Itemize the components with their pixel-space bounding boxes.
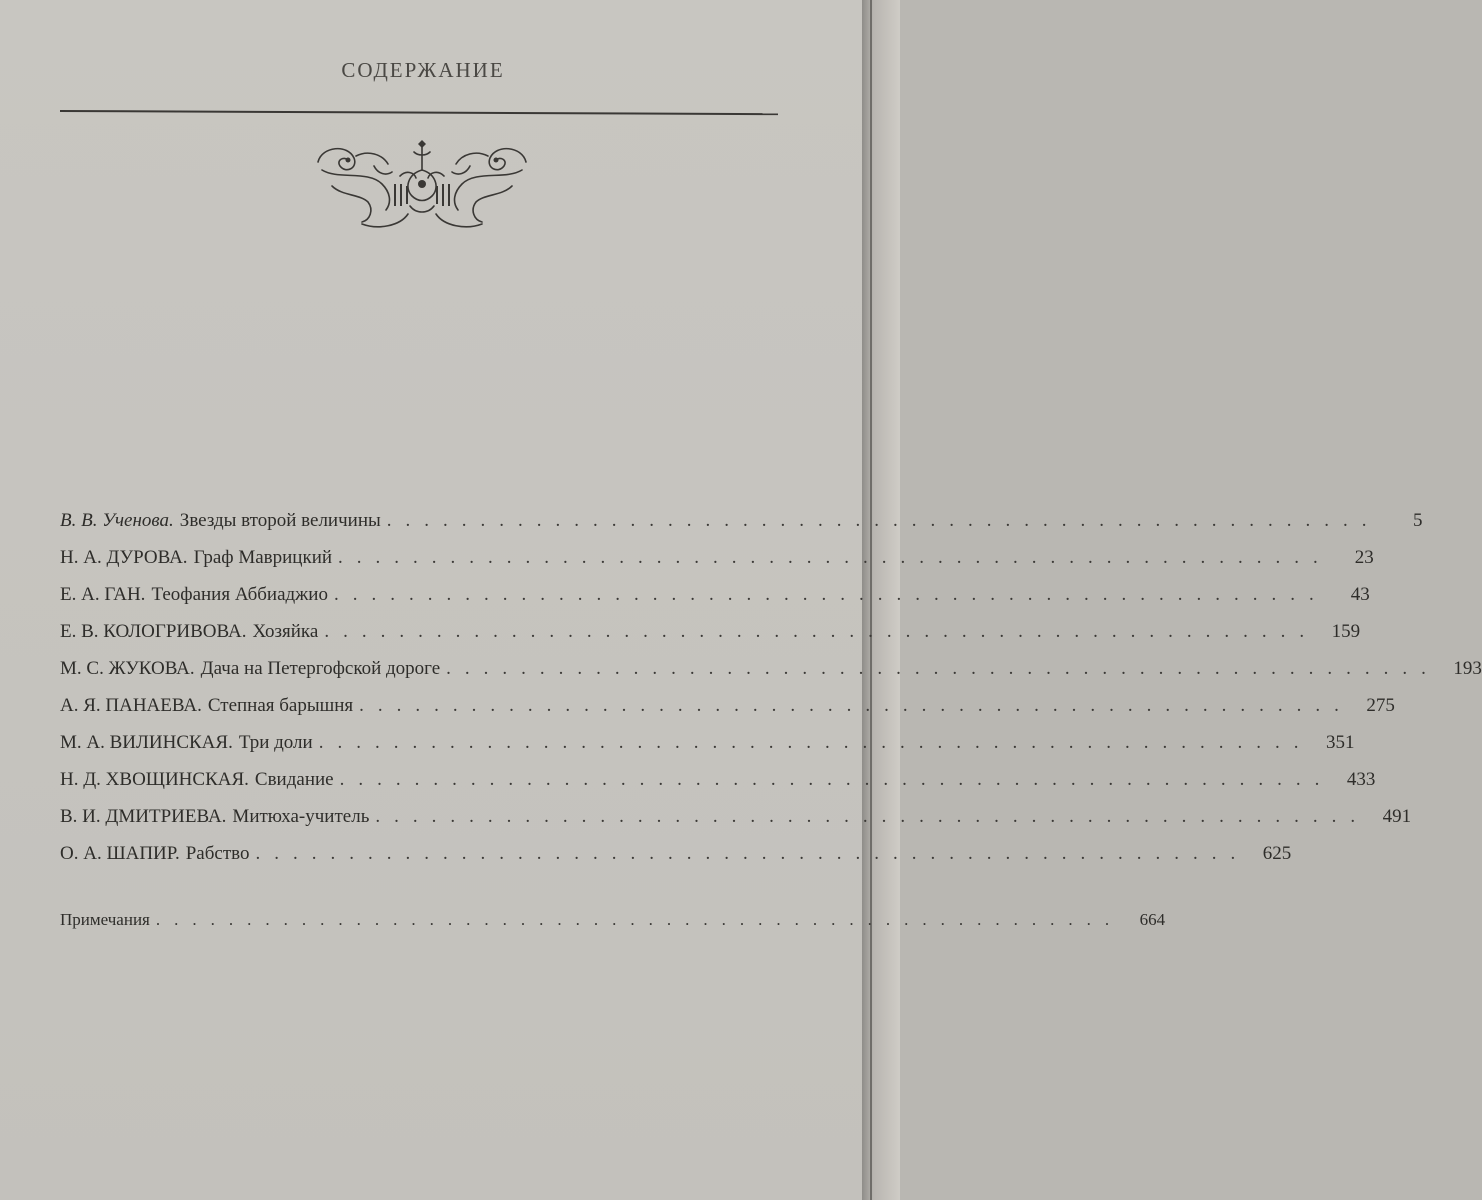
toc-entry[interactable]	[60, 621, 1361, 658]
toc-entry[interactable]	[60, 732, 1355, 769]
leader-dots: .....................................................	[324, 621, 1319, 642]
entry-author: М. А. ВИЛИНСКАЯ.	[60, 732, 233, 753]
entry-title: Звезды второй величины	[179, 510, 381, 531]
leader-dots: .....................................................	[338, 547, 1332, 568]
entry-title: Рабство	[185, 843, 250, 864]
entry-page: 23	[1354, 547, 1374, 568]
entry-title: Митюха-учитель	[232, 806, 370, 827]
entry-author: В. И. ДМИТРИЕВА.	[60, 806, 227, 827]
entry-page: 159	[1331, 621, 1361, 642]
entry-author: Н. Д. ХВОЩИНСКАЯ.	[60, 769, 249, 790]
toc-entry-notes[interactable]	[60, 910, 1166, 947]
entry-title: Три доли	[238, 732, 313, 753]
entry-page: 491	[1382, 806, 1412, 827]
entry-author: М. С. ЖУКОВА.	[60, 658, 195, 679]
toc-entry[interactable]	[60, 658, 1482, 695]
leader-dots: .....................................................	[359, 695, 1353, 716]
leader-dots: .....................................................	[386, 510, 1381, 531]
entry-page: 275	[1366, 695, 1395, 716]
leader-dots: .....................................................	[339, 769, 1334, 790]
entry-page: 43	[1350, 584, 1370, 605]
leader-dots: .....................................................	[446, 658, 1440, 679]
toc-entry[interactable]	[60, 806, 1412, 843]
toc-entry[interactable]	[60, 695, 1395, 732]
toc-entry[interactable]	[60, 843, 1292, 880]
entry-page: 5	[1413, 510, 1423, 531]
floral-ornament-icon	[308, 140, 536, 232]
entry-page: 351	[1325, 732, 1355, 753]
leader-dots: .....................................................	[375, 806, 1370, 827]
entry-title: Дача на Петергофской дороге	[200, 658, 441, 679]
toc-entry[interactable]	[60, 547, 1374, 584]
entry-author: О. А. ШАПИР.	[60, 843, 180, 864]
toc-entry[interactable]	[60, 510, 1423, 547]
entry-title: Свидание	[254, 769, 334, 790]
entry-author: А. Я. ПАНАЕВА.	[60, 695, 202, 716]
entry-author: Е. А. ГАН.	[60, 584, 146, 605]
entry-page: 433	[1346, 769, 1376, 790]
leader-dots: .....................................................	[155, 910, 1124, 929]
contents-heading: СОДЕРЖАНИЕ	[341, 58, 505, 82]
notes-page: 664	[1139, 910, 1166, 929]
notes-title: Примечания	[60, 910, 150, 929]
table-of-contents	[60, 510, 1482, 947]
entry-author: Н. А. ДУРОВА.	[60, 547, 188, 568]
entry-author: В. В. Ученова.	[60, 510, 174, 531]
entry-title: Теофания Аббиаджио	[151, 584, 328, 605]
entry-title: Граф Маврицкий	[193, 547, 333, 568]
toc-entry[interactable]	[60, 584, 1370, 621]
leader-dots: .....................................................	[255, 843, 1250, 864]
entry-title: Степная барышня	[207, 695, 354, 716]
leader-dots: .....................................................	[333, 584, 1328, 605]
toc-entry[interactable]	[60, 769, 1376, 806]
leader-dots: .....................................................	[318, 732, 1313, 753]
entry-title: Хозяйка	[252, 621, 319, 642]
entry-page: 193	[1453, 658, 1482, 679]
entry-author: Е. В. КОЛОГРИВОВА.	[60, 621, 247, 642]
entry-page: 625	[1262, 843, 1292, 864]
